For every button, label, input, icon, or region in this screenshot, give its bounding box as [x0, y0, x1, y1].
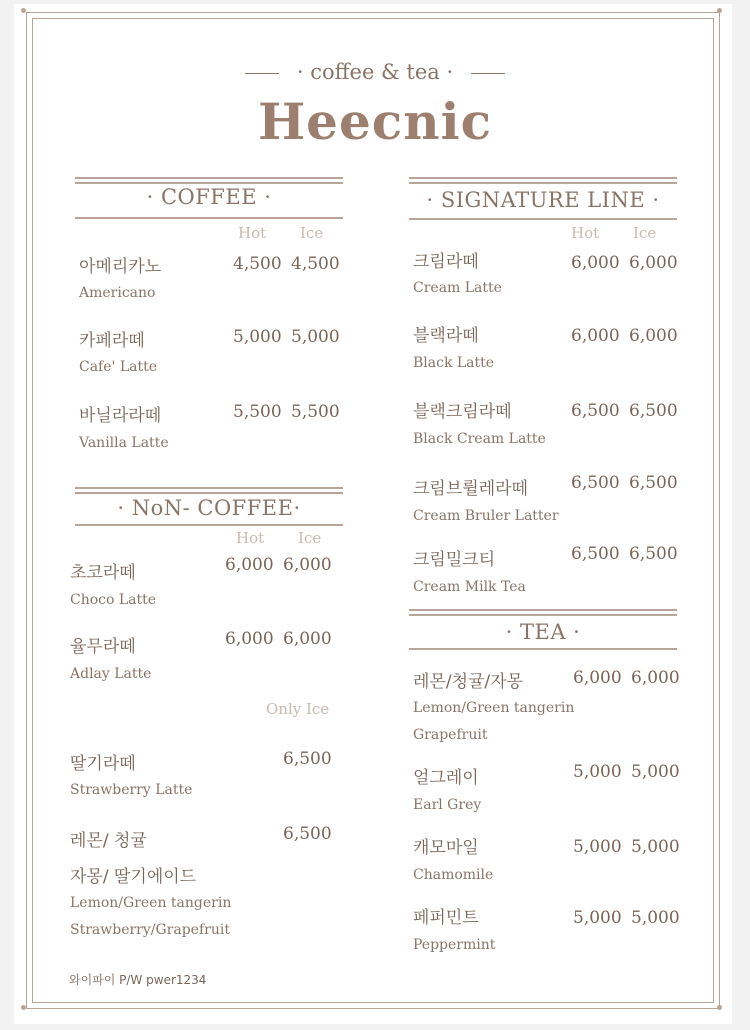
menu-item-en: Vanilla Latte: [79, 435, 169, 451]
menu-item-en-line2: Grapefruit: [413, 727, 488, 743]
corner-dot: [21, 8, 26, 13]
menu-item-ko: 캐모마일: [413, 838, 479, 858]
price-ice: 6,500: [283, 824, 332, 844]
menu-item-en: Peppermint: [413, 937, 496, 953]
coffee-title: · COFFEE ·: [146, 185, 272, 209]
price-ice: 5,000: [291, 327, 340, 347]
price-hot: 6,000: [225, 555, 274, 575]
menu-item-ko: 카페라떼: [79, 331, 145, 351]
menu-item-en: Chamomile: [413, 867, 494, 883]
menu-item-ko: 크림라떼: [413, 252, 479, 272]
menu-item-ko: 크림밀크티: [413, 550, 496, 570]
menu-item-ko: 아메리카노: [79, 257, 162, 277]
signature-bottom-rule: [409, 218, 677, 220]
menu-item-ko: 율무라떼: [70, 637, 136, 657]
subtitle-text: · coffee & tea ·: [296, 60, 454, 84]
noncoffee-top-rule: [75, 487, 343, 489]
price-hot: 5,000: [573, 837, 622, 857]
coffee-bottom-rule: [75, 217, 343, 219]
menu-item-en: Cream Bruler Latter: [413, 508, 559, 524]
menu-item-en: Earl Grey: [413, 797, 482, 813]
menu-item-en: Cream Latte: [413, 280, 502, 296]
noncoffee-bottom-rule: [75, 524, 343, 526]
menu-item-ko: 얼그레이: [413, 768, 479, 788]
menu-item-ko: 블랙크림라떼: [413, 402, 512, 422]
price-hot: 6,000: [571, 253, 620, 273]
subtitle-dash-left: [245, 73, 279, 75]
price-ice: 6,500: [629, 544, 678, 564]
price-ice: 6,000: [631, 668, 680, 688]
price-hot: 6,000: [573, 668, 622, 688]
subtitle: [0, 60, 750, 84]
menu-item-ko: 레몬/ 청귤: [70, 831, 147, 851]
price-ice: 6,500: [629, 401, 678, 421]
price-ice: 6,000: [629, 326, 678, 346]
menu-item-ko: 바닐라라떼: [79, 406, 162, 426]
price-ice: 4,500: [291, 254, 340, 274]
coffee-top-rule: [75, 177, 343, 179]
price-hot: 5,500: [233, 402, 282, 422]
noncoffee-title: · NoN- COFFEE·: [117, 496, 301, 520]
price-ice: 6,000: [283, 629, 332, 649]
price-hot: 6,500: [571, 544, 620, 564]
menu-item-en: Cream Milk Tea: [413, 579, 526, 595]
menu-item-ko: 블랙라떼: [413, 326, 479, 346]
menu-item-ko: 딸기라떼: [70, 754, 136, 774]
menu-item-ko-line2: 자몽/ 딸기에이드: [70, 867, 197, 887]
signature-title: · SIGNATURE LINE ·: [426, 188, 660, 212]
menu-item-en: Black Cream Latte: [413, 431, 546, 447]
price-hot: 5,000: [573, 908, 622, 928]
menu-item-en-line2: Strawberry/Grapefruit: [70, 922, 230, 938]
signature-hot-header: Hot: [571, 224, 600, 242]
price-hot: 6,500: [571, 401, 620, 421]
menu-item-ko: 초코라떼: [70, 563, 136, 583]
price-ice: 6,000: [283, 555, 332, 575]
noncoffee-top-rule: [75, 492, 343, 494]
menu-item-en: Lemon/Green tangerin: [413, 700, 575, 716]
price-hot: 6,000: [571, 326, 620, 346]
coffee-top-rule: [75, 182, 343, 184]
signature-top-rule: [409, 182, 677, 184]
corner-dot: [717, 8, 722, 13]
price-ice: 5,500: [291, 402, 340, 422]
price-hot: 5,000: [233, 327, 282, 347]
menu-item-en: Adlay Latte: [70, 666, 152, 682]
tea-title: · TEA ·: [505, 620, 581, 644]
price-ice: 5,000: [631, 837, 680, 857]
signature-top-rule: [409, 177, 677, 179]
price-ice: 5,000: [631, 762, 680, 782]
price-hot: 5,000: [573, 762, 622, 782]
brand-title: Heecnic: [257, 92, 493, 151]
menu-item-ko: 레몬/청귤/자몽: [413, 672, 523, 692]
price-ice: 6,500: [283, 749, 332, 769]
subtitle-dash-right: [471, 73, 505, 75]
tea-top-rule: [409, 614, 677, 616]
menu-item-ko: 크림브륄레라떼: [413, 479, 528, 499]
corner-dot: [21, 1005, 26, 1010]
coffee-hot-header: Hot: [238, 224, 267, 242]
price-hot: 4,500: [233, 254, 282, 274]
tea-top-rule: [409, 609, 677, 611]
noncoffee-hot-header: Hot: [236, 529, 265, 547]
price-hot: 6,500: [571, 473, 620, 493]
price-ice: 6,000: [629, 253, 678, 273]
corner-dot: [717, 1005, 722, 1010]
menu-item-en: Americano: [79, 285, 156, 301]
signature-ice-header: Ice: [633, 224, 657, 242]
menu-item-en: Cafe' Latte: [79, 359, 158, 375]
coffee-ice-header: Ice: [300, 224, 324, 242]
price-hot: 6,000: [225, 629, 274, 649]
only-ice-header: Only Ice: [266, 700, 330, 718]
menu-item-en: Strawberry Latte: [70, 782, 193, 798]
menu-item-en: Choco Latte: [70, 592, 157, 608]
menu-item-en: Lemon/Green tangerin: [70, 895, 232, 911]
noncoffee-ice-header: Ice: [298, 529, 322, 547]
tea-bottom-rule: [409, 648, 677, 650]
price-ice: 6,500: [629, 473, 678, 493]
menu-item-en: Black Latte: [413, 355, 495, 371]
menu-item-ko: 페퍼민트: [413, 908, 479, 928]
price-ice: 5,000: [631, 908, 680, 928]
wifi-password: 와이파이 P/W pwer1234: [69, 973, 207, 987]
